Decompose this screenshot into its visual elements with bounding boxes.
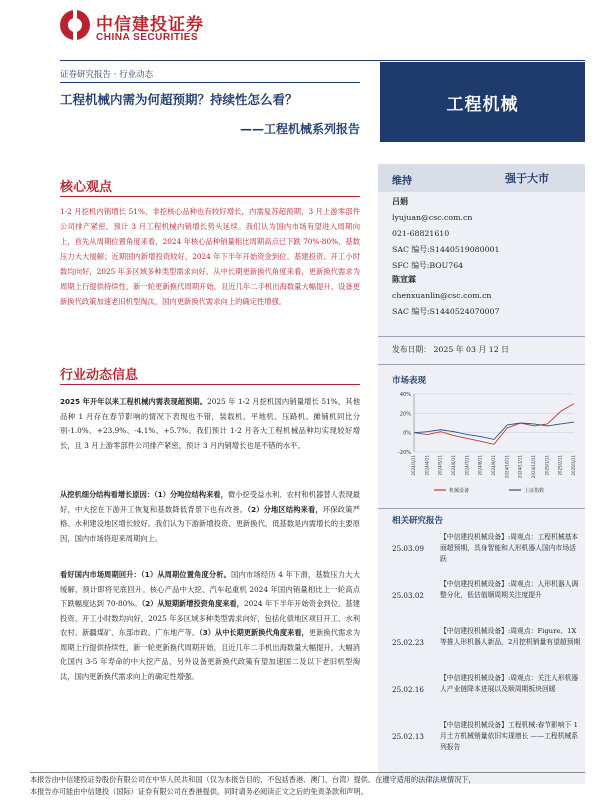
core-view-text: 1-2 月挖机内销增长 51%，非挖核心品种也有较好增长，内需复苏超预期，3 月上游零部件公司排产紧密，预计 3 月工程机械内销增长势头延续。我们认为国内市场有望进入周期向上，首先从周期位置角度来看，2024 年核心品种销量相比周期高点已下跌 70%-80%，基数压力大大缓解；近期国内新增投资较好，2024 年下半年开始资金到位、基建投资、开工小时数均向好，2025 年多区域多种类型需求向好。从中长期更新换代角度来看，更新换代需求为周期上行提供持续性，新一轮更新换代周期开始，且近几年二手机出海数量大幅提升、设备更新换代政策加速老旧机型淘汰，国内更新换代需求向上的确定性增强。 — [60, 207, 360, 306]
analyst-1 — [392, 194, 582, 274]
chart-x-tick-label: 2024/11/11 — [517, 455, 523, 479]
paragraph-2-sub1: （1）分吨位结构来看， — [154, 490, 228, 499]
paragraph-2-body2: 环保政策严格、水利建设地区增长较好。我们认为下游新增投资、更新换代、低基数是内需增长的主要原因，国内市场将迎来周期向上。 — [60, 504, 361, 543]
logo-mark-icon — [60, 10, 90, 40]
chart-y-tick-label: -20% — [398, 450, 411, 456]
chart-x-tick-label: 2024/12/11 — [531, 455, 536, 479]
paragraph-2 — [60, 488, 360, 546]
chart-y-tick-label: 0% — [403, 430, 411, 437]
pubdate-divider — [378, 336, 585, 337]
report-title: 工程机械内需为何超预期？持续性怎么看？ — [60, 92, 298, 107]
disclaimer-line-1: 本报告由中信建投证券股份有限公司在中华人民共和国（仅为本报告目的，不包括香港、澳门、台湾）提供。在遵守适用的法律法规情况下， — [30, 775, 476, 784]
chart-x-tick-label: 2024/10/11 — [504, 455, 510, 479]
header-divider — [60, 60, 585, 61]
related-report-item[interactable] — [392, 720, 582, 767]
chart-x-tick-label: 2025/1/11 — [544, 455, 550, 476]
chart-x-tick-label: 2025/3/11 — [571, 455, 576, 476]
related-report-date: 25.03.09 — [392, 544, 425, 553]
paragraph-2-lead: 从挖机细分结构看增长原因： — [60, 490, 155, 499]
analyst-1-sac: SAC 编号:S1440519080001 — [392, 245, 500, 254]
related-report-item[interactable] — [392, 626, 582, 673]
related-report-date: 25.02.23 — [392, 638, 425, 647]
chart-series-line-machinery — [414, 404, 574, 445]
paragraph-3-body2: 2024 年下半年开始资金到位、基建投资、开工小时数均向好，2025 年多区域多种类型需求向好，包括化债地区项目开工、水利农村、新疆煤矿、东部市政、广东地产等。 — [60, 599, 360, 637]
meta-divider — [60, 82, 360, 83]
analyst-2-name: 陈宣霖 — [392, 275, 416, 284]
industry-info-divider — [60, 384, 360, 385]
analyst-2-email[interactable]: chenxuanlin@csc.com.cn — [392, 291, 492, 300]
market-chart — [392, 388, 582, 498]
chart-x-tick-label: 2025/2/11 — [557, 455, 563, 476]
chart-x-tick-label: 2024/5/11 — [437, 455, 443, 476]
rating-value: 强于大市 — [505, 172, 549, 185]
report-type: 证券研究报告 · 行业动态 — [60, 70, 154, 80]
paragraph-3-body3: 更新换代需求为周期上行提供持续性，新一轮更新换代周期开始，且近几年二手机出海数量大幅提升，大幅消化国内 3-5 年寿命的中大挖产品，另外设备更新换代政策有望加速国二及以下老旧机型淘汰，国内更新换代需求向上的确定性增强。 — [60, 628, 361, 681]
chart-x-tick-label: 2024/7/11 — [464, 455, 470, 476]
analyst-2 — [392, 272, 582, 320]
analyst-1-phone: 021-68821610 — [392, 229, 450, 238]
company-logo — [60, 8, 220, 48]
market-divider — [378, 364, 585, 365]
market-heading: 市场表现 — [392, 376, 427, 386]
paragraph-1 — [60, 395, 360, 453]
chart-legend-label: 上证指数 — [524, 488, 545, 494]
related-report-date: 25.03.02 — [392, 591, 425, 600]
paragraph-3-body1: 国内市场经历 4 年下滑，基数压力大大缓解，预计即将见底回升。核心产品中大挖、汽车起重机 2024 年国内销量相比上一轮高点下跌幅度达到 70-80%。 — [60, 570, 360, 608]
paragraph-3-lead: 看好国内市场周期回升： — [60, 570, 142, 579]
paragraph-3 — [60, 568, 360, 684]
related-report-item[interactable] — [392, 579, 582, 626]
chart-x-tick-label: 2024/3/11 — [411, 455, 416, 476]
related-report-date: 25.02.16 — [392, 685, 425, 694]
core-view-divider — [60, 196, 360, 197]
related-reports-list — [392, 532, 582, 767]
industry-info-heading: 行业动态信息 — [60, 368, 139, 383]
paragraph-1-lead: 2025 年开年以来工程机械内需表现超预期。 — [60, 397, 208, 406]
chart-x-tick-label: 2024/8/11 — [477, 455, 483, 476]
core-view-heading: 核心观点 — [60, 180, 113, 195]
report-subtitle: ——工程机械系列报告 — [239, 122, 360, 136]
related-report-title[interactable]: 【中信建投机械设备】:周观点：关注人形机器人产业链降本进展以及顺周期板块回暖 — [440, 674, 579, 693]
chart-x-tick-label: 2024/9/11 — [491, 455, 496, 476]
chart-legend-label: 机械设备 — [449, 488, 470, 494]
paragraph-3-sub2: （2）从短期新增投资角度来看， — [141, 599, 244, 608]
paragraph-3-sub1: （1）从周期位置角度分析。 — [141, 570, 231, 579]
related-report-date: 25.02.13 — [392, 732, 425, 741]
related-heading: 相关研究报告 — [392, 516, 444, 526]
related-report-title[interactable]: 【中信建投机械设备】:周观点：Figure、1X 等推人形机器人新品，2月挖机销量有望超预期 — [440, 627, 581, 646]
related-report-title[interactable]: 【中信建投机械设备】工程机械:春节影响下 1 月土方机械销量依旧实现增长 ——工程机械系列报告 — [440, 721, 579, 751]
related-report-item[interactable] — [392, 532, 582, 579]
chart-x-tick-label: 2024/6/11 — [451, 455, 456, 476]
paragraph-3-sub3: （3）从中长期更新换代角度来看， — [199, 628, 309, 637]
analyst-1-email[interactable]: lyujuan@csc.com.cn — [392, 213, 473, 222]
publish-date: 发布日期： 2025 年 03 月 12 日 — [392, 345, 509, 354]
disclaimer-divider — [30, 772, 585, 773]
chart-y-tick-label: 20% — [399, 411, 411, 418]
analyst-1-name: 吕娟 — [392, 197, 408, 206]
analyst-1-sfc: SFC 编号:BOU764 — [392, 261, 464, 270]
logo-name-cn: 中信建投证券 — [96, 15, 204, 35]
market-chart-svg — [392, 388, 582, 498]
chart-y-tick-label: 40% — [399, 392, 411, 398]
rating-action: 维持 — [392, 176, 412, 187]
chart-x-tick-label: 2024/4/11 — [424, 455, 430, 476]
related-divider — [378, 508, 585, 509]
disclaimer-line-2: 本报告亦可能由中信建投（国际）证券有限公司在香港提供。同时请务必阅读正文之后的免责条款和声明。 — [30, 787, 368, 796]
related-report-item[interactable] — [392, 673, 582, 720]
related-report-title[interactable]: 【中信建投机械设备】:周观点：工程机械基本面超预期，具身智能和人形机器人国内市场活跃 — [440, 533, 579, 563]
industry-banner: 工程机械 — [380, 62, 585, 142]
chart-series-line-shanghai-index — [414, 422, 574, 439]
analyst-2-sac: SAC 编号:S1440524070007 — [392, 307, 500, 316]
disclaimer — [30, 774, 575, 798]
logo-name-en: CHINA SECURITIES — [96, 32, 199, 43]
paragraph-1-body: 2025 年 1-2 月挖机国内销量增长 51%，其他品种 1 月存在春节影响的情况下表现也不错，装载机、平地机、压路机、摊铺机同比分别-1.0%、+23.9%、-4.1%、+5.7%。我们预计 1-2 月各大工程机械品种均实现较好增长，且 3 月上游零部件公司排产紧密，预计 3 月内销增长也是不错的水平。 — [60, 397, 360, 450]
paragraph-2-sub2: （2）分地区结构来看， — [247, 504, 323, 514]
related-report-title[interactable]: 【中信建投机械设备】:周观点：人形机器人调整分化，低估值顺周期关注度提升 — [440, 580, 579, 599]
paragraph-2-body1: 微小挖受益水利、农村和机器替人表现最好，中大挖在下游开工恢复和基数降低背景下也有改善。 — [60, 490, 360, 514]
